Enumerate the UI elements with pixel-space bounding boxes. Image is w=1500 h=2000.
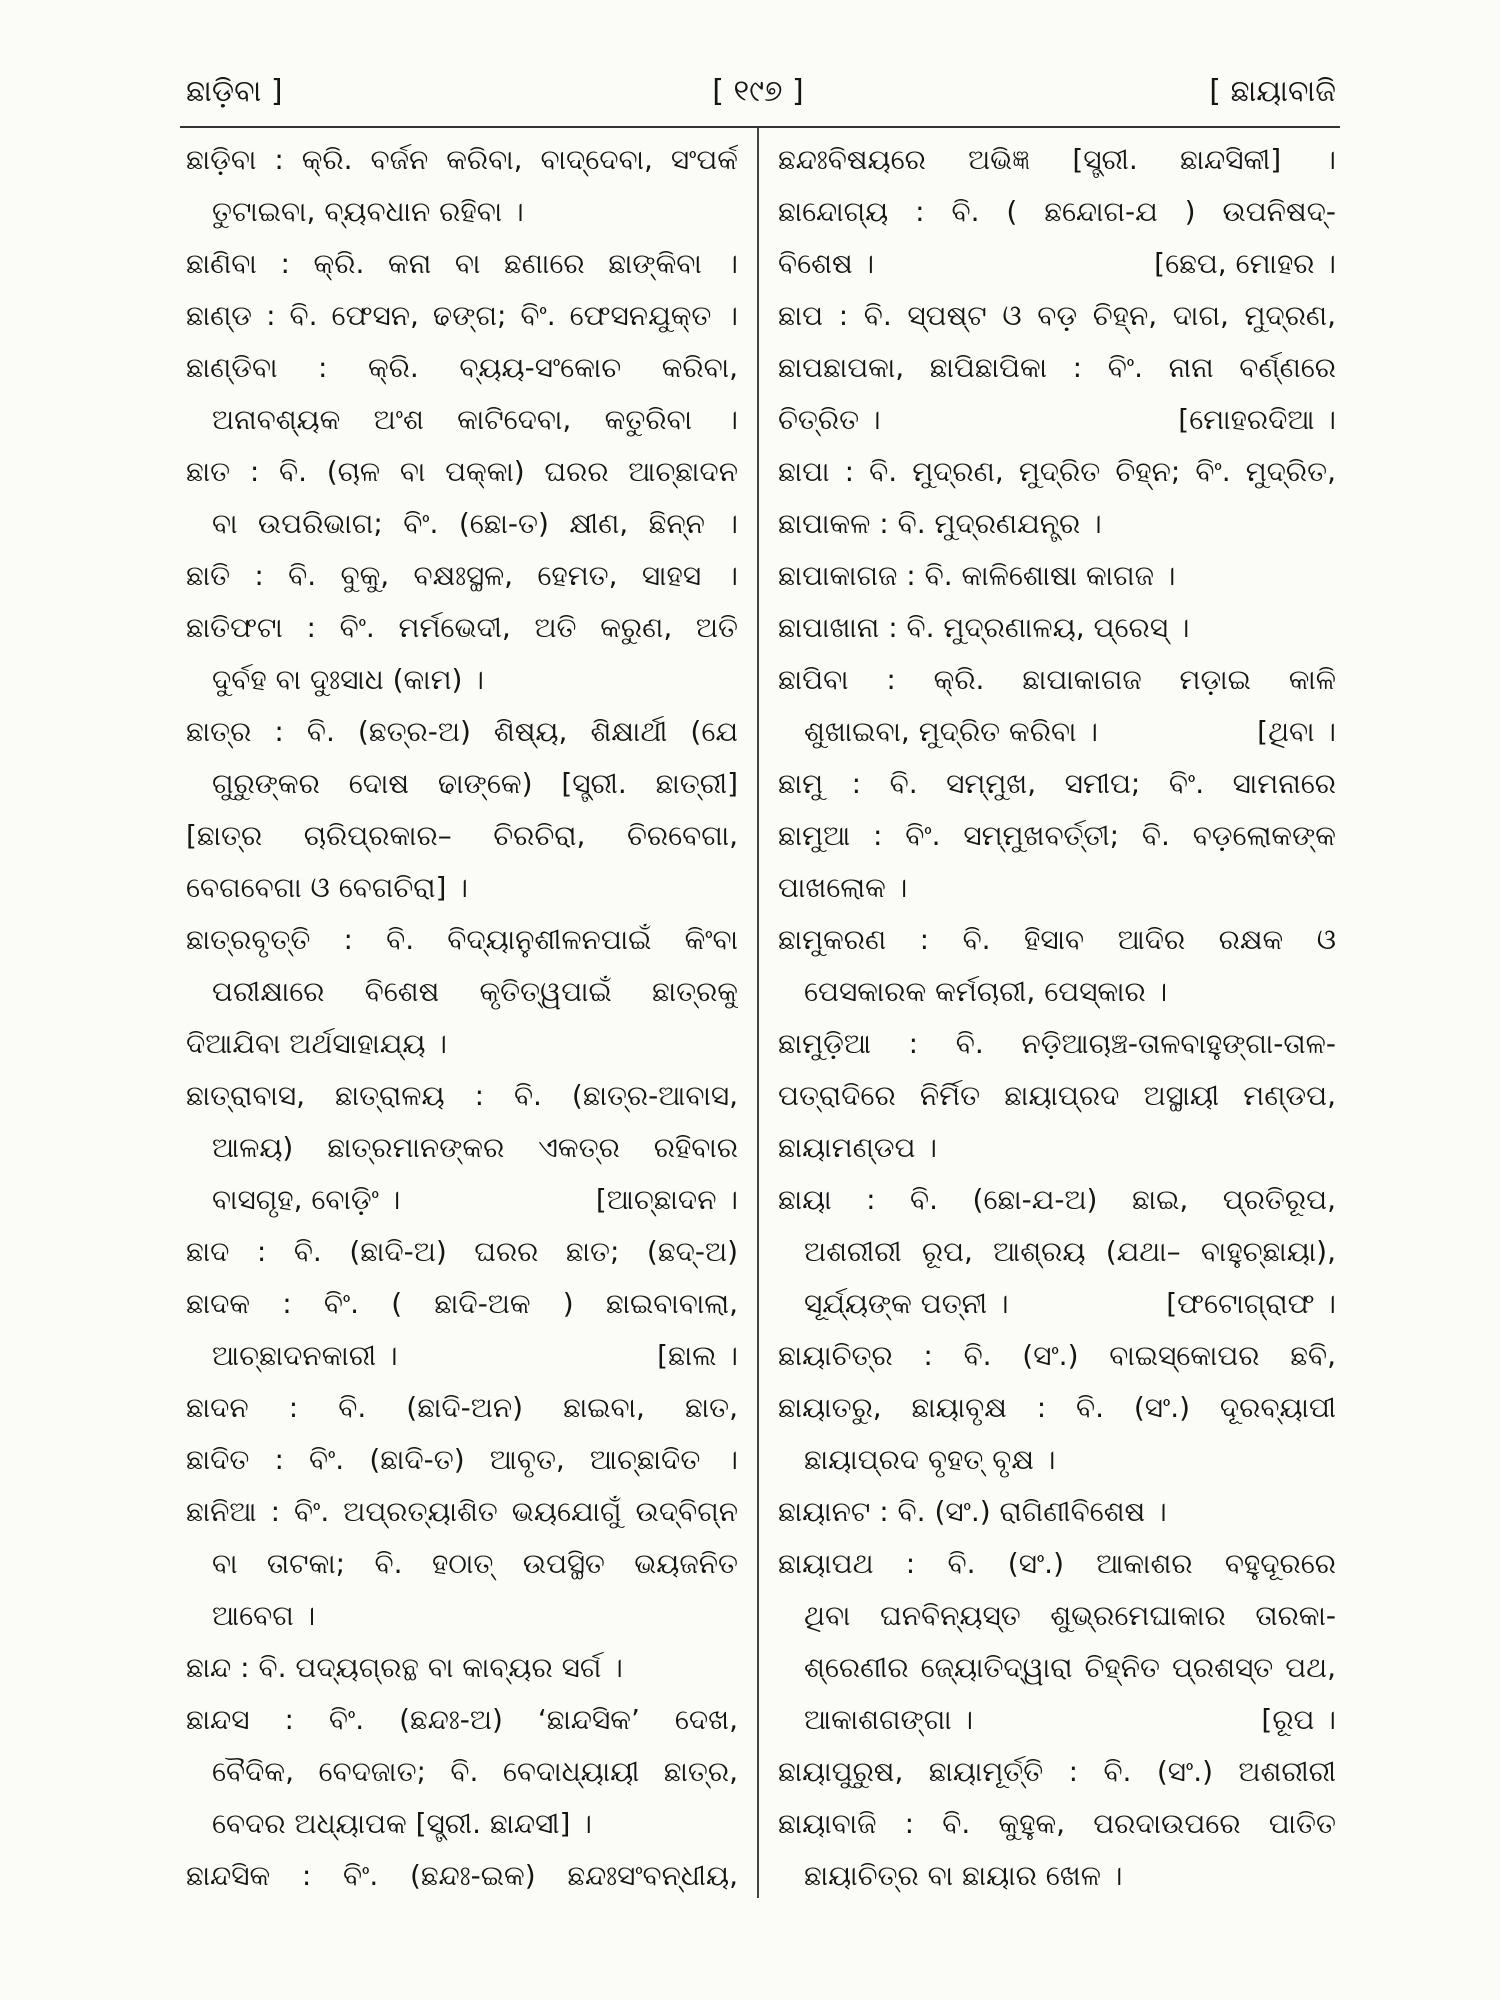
entry-text: ଚିତ୍ରିତ । [778, 403, 881, 436]
dictionary-line: ଛାନ୍ଦୋଗ୍ୟ : ବି. ( ଛନ୍ଦୋଗ-ଯ ) ଉପନିଷଦ୍- [778, 195, 1336, 228]
dictionary-line [778, 1694, 1336, 1746]
dictionary-line: ଛାଦନ : ବି. (ଛାଦି-ଅନ) ଛାଇବା, ଛାତ, [186, 1391, 738, 1424]
dictionary-line: ଶ୍ରେଣୀର ଜ୍ୟୋତିଦ୍ୱାରା ଚିହ୍ନିତ ପ୍ରଶସ୍ତ ପଥ, [804, 1651, 1336, 1684]
cross-reference: [ଥିବା । [1257, 715, 1336, 748]
dictionary-line: ବା ତାଟକା; ବି. ହଠାତ୍ ଉପସ୍ଥିତ ଭୟଜନିତ [212, 1547, 738, 1580]
dictionary-line: ଛାତ୍ରାବାସ, ଛାତ୍ରାଳୟ : ବି. (ଛାତ୍ର-ଆବାସ, [186, 1079, 738, 1112]
dictionary-line: ଛାଦକ : ବିଂ. ( ଛାଦି-ଅକ ) ଛାଇବାବାଲା, [186, 1287, 738, 1320]
cross-reference: [ମୋହରଦିଆ । [1178, 403, 1336, 436]
dictionary-line [778, 1278, 1336, 1330]
dictionary-line: ଛାମୁଡ଼ିଆ : ବି. ନଡ଼ିଆଚାଞ୍ଚ-ତାଳବାହୁଙ୍ଗା-ତାଳ- [778, 1027, 1336, 1060]
dictionary-line: [ଛାତ୍ର ଚାରିପ୍ରକାର– ଚିରଚିରା, ଚିରବେଗା, [186, 819, 738, 852]
dictionary-line: ଥିବା ଘନବିନ୍ୟସ୍ତ ଶୁଭ୍ରମେଘାକାର ତାରକା- [804, 1599, 1336, 1632]
dictionary-line: ଛାୟାଚିତ୍ର : ବି. (ସଂ.) ବାଇସ୍କୋପର ଛବି, [778, 1339, 1336, 1372]
running-head-right: [ ଛାୟାବାଜି [1209, 74, 1336, 109]
dictionary-line: ପେସକାରକ କର୍ମଚାରୀ, ପେସ୍କାର । [804, 975, 1168, 1008]
dictionary-line: ଅଶରୀରୀ ରୂପ, ଆଶ୍ରୟ (ଯଥା– ବାହୁଚ୍ଛାୟା), [804, 1235, 1336, 1268]
dictionary-line: ଛାପଛାପକା, ଛାପିଛାପିକା : ବିଂ. ନାନା ବର୍ଣ୍ଣରେ [778, 351, 1336, 384]
cross-reference: [ଛେପ, ମୋହର । [1154, 247, 1336, 280]
dictionary-line: ଗୁରୁଙ୍କର ଦୋଷ ଢାଙ୍କେ) [ସ୍ତ୍ରୀ. ଛାତ୍ରୀ] [212, 767, 738, 800]
cross-reference: [ଆଚ୍ଛାଦନ । [595, 1183, 738, 1216]
dictionary-line: ଛାନ୍ଦସିକ : ବିଂ. (ଛନ୍ଦଃ-ଇକ) ଛନ୍ଦଃସଂବନ୍ଧୀୟ, [186, 1859, 738, 1892]
cross-reference: [ରୂପ । [1261, 1703, 1336, 1736]
entry-text: ସୂର୍ଯ୍ୟଙ୍କ ପତ୍ନୀ । [804, 1287, 1009, 1320]
entry-text: ବାସଗୃହ, ବୋଡ଼ିଂ । [212, 1183, 401, 1216]
dictionary-line: ଛାତି : ବି. ବୁକୁ, ବକ୍ଷଃସ୍ଥଳ, ହେମତ, ସାହସ । [186, 559, 738, 592]
dictionary-line: ଛାମୁଆ : ବିଂ. ସମ୍ମୁଖବର୍ତ୍ତୀ; ବି. ବଡ଼ଲୋକଙ୍କ [778, 819, 1336, 852]
entry-text: ବିଶେଷ । [778, 247, 875, 280]
dictionary-line: ଛାଦ : ବି. (ଛାଦି-ଅ) ଘରର ଛାତ; (ଛଦ୍-ଅ) [186, 1235, 738, 1268]
dictionary-line: ଆଳୟ) ଛାତ୍ରମାନଙ୍କର ଏକତ୍ର ରହିବାର [212, 1131, 738, 1164]
dictionary-line: ଛାପାଖାନା : ବି. ମୁଦ୍ରଣାଳୟ, ପ୍ରେସ୍ । [778, 611, 1190, 644]
dictionary-line: ଛାନ୍ଦସ : ବିଂ. (ଛନ୍ଦଃ-ଅ) ‘ଛାନ୍ଦସିକ’ ଦେଖ, [186, 1703, 738, 1736]
dictionary-line: ଛନ୍ଦଃବିଷୟରେ ଅଭିଜ୍ଞ [ସ୍ତ୍ରୀ. ଛାନ୍ଦସିକୀ] । [778, 143, 1336, 176]
dictionary-line: ଛାପାକାଗଜ : ବି. କାଳିଶୋଷା କାଗଜ । [778, 559, 1176, 592]
right-column [778, 134, 1336, 1902]
dictionary-line: ଛାୟାମଣ୍ଡପ । [778, 1131, 937, 1164]
running-head-left: ଛାଡ଼ିବା ] [186, 74, 283, 109]
dictionary-line: ଛାନ୍ଦ : ବି. ପଦ୍ୟଗ୍ରନ୍ଥ ବା କାବ୍ୟର ସର୍ଗ । [186, 1651, 623, 1684]
cross-reference: [ଛାଲ । [657, 1339, 738, 1372]
dictionary-line: ଛାମୁକରଣ : ବି. ହିସାବ ଆଦିର ରକ୍ଷକ ଓ [778, 923, 1336, 956]
dictionary-line: ଛାପାକଳ : ବି. ମୁଦ୍ରଣଯନ୍ତ୍ର । [778, 507, 1102, 540]
dictionary-line: ଛାମୁ : ବି. ସମ୍ମୁଖ, ସମୀପ; ବିଂ. ସାମନାରେ [778, 767, 1336, 800]
dictionary-line: ଛାପା : ବି. ମୁଦ୍ରଣ, ମୁଦ୍ରିତ ଚିହ୍ନ; ବିଂ. ମୁଦ୍ରିତ, [778, 455, 1336, 488]
dictionary-line: ପାଖଲୋକ । [778, 871, 908, 904]
dictionary-line: ଛାପ : ବି. ସ୍ପଷ୍ଟ ଓ ବଡ଼ ଚିହ୍ନ, ଦାଗ, ମୁଦ୍ରଣ, [778, 299, 1336, 332]
column-divider [757, 128, 759, 1898]
dictionary-line: ଛାତ୍ର : ବି. (ଛତ୍ର-ଅ) ଶିଷ୍ୟ, ଶିକ୍ଷାର୍ଥୀ (ଯେ [186, 715, 738, 748]
cross-reference: [ଫଟୋଗ୍ରାଫ । [1166, 1287, 1336, 1320]
dictionary-line: ଛାଡ଼ିବା : କ୍ରି. ବର୍ଜନ କରିବା, ବାଦ୍‌ଦେବା, ସଂପର୍କ [186, 143, 738, 176]
dictionary-line: ଛାୟା : ବି. (ଛୋ-ଯ-ଅ) ଛାଇ, ପ୍ରତିରୂପ, [778, 1183, 1336, 1216]
dictionary-line: ଦୁର୍ବହ ବା ଦୁଃସାଧ (କାମ) । [212, 663, 484, 696]
dictionary-line: ଛାନିଆ : ବିଂ. ଅପ୍ରତ୍ୟାଶିତ ଭୟଯୋଗୁଁ ଉଦ୍‌ବିଗ୍ନ [186, 1495, 738, 1528]
dictionary-line: ଛାୟାବାଜି : ବି. କୁହୁକ, ପରଦାଉପରେ ପାତିତ [778, 1807, 1336, 1840]
dictionary-line: ଅନାବଶ୍ୟକ ଅଂଶ କାଟିଦେବା, କତୁରିବା । [212, 403, 738, 436]
header-rule [180, 126, 1340, 128]
dictionary-line: ଛାଣିବା : କ୍ରି. କନା ବା ଛଣାରେ ଛାଙ୍କିବା । [186, 247, 738, 280]
dictionary-line: ପତ୍ରାଦିରେ ନିର୍ମିତ ଛାୟାପ୍ରଦ ଅସ୍ଥାୟୀ ମଣ୍ଡପ, [778, 1079, 1336, 1112]
dictionary-line: ଛାୟାପୁରୁଷ, ଛାୟାମୂର୍ତ୍ତି : ବି. (ସଂ.) ଅଶରୀରୀ [778, 1755, 1336, 1788]
dictionary-line: ବୈଦିକ, ବେଦଜାତ; ବି. ବେଦାଧ୍ୟାୟୀ ଛାତ୍ର, [212, 1755, 738, 1788]
dictionary-line [778, 238, 1336, 290]
dictionary-line: ଛାଣ୍ଡିବା : କ୍ରି. ବ୍ୟୟ-ସଂକୋଚ କରିବା, [186, 351, 738, 384]
dictionary-line: ବେଦର ଅଧ୍ୟାପକ [ସ୍ତ୍ରୀ. ଛାନ୍ଦସୀ] । [212, 1807, 592, 1840]
dictionary-line [186, 1174, 738, 1226]
dictionary-line: ଛାତ : ବି. (ଚାଳ ବା ପକ୍କା) ଘରର ଆଚ୍ଛାଦନ [186, 455, 738, 488]
dictionary-line [778, 394, 1336, 446]
dictionary-line: ଛାୟାପ୍ରଦ ବୃହତ୍ ବୃକ୍ଷ । [804, 1443, 1056, 1476]
dictionary-line: ଛାୟାନଟ : ବି. (ସଂ.) ରାଗିଣୀବିଶେଷ । [778, 1495, 1167, 1528]
dictionary-line: ତୁଟାଇବା, ବ୍ୟବଧାନ ରହିବା । [212, 195, 524, 228]
dictionary-line: ଛାତ୍ରବୃତ୍ତି : ବି. ବିଦ୍ୟାନୁଶୀଳନପାଇଁ କିଂବା [186, 923, 738, 956]
entry-text: ଆକାଶଗଙ୍ଗା । [804, 1703, 974, 1736]
dictionary-line: ଛାୟାଚିତ୍ର ବା ଛାୟାର ଖେଳ । [804, 1859, 1123, 1892]
dictionary-line: ଛାୟାପଥ : ବି. (ସଂ.) ଆକାଶର ବହୁଦୂରରେ [778, 1547, 1336, 1580]
dictionary-line: ପରୀକ୍ଷାରେ ବିଶେଷ କୃତିତ୍ୱପାଇଁ ଛାତ୍ରକୁ [212, 975, 738, 1008]
left-column [186, 134, 738, 1902]
dictionary-line: ଛାପିବା : କ୍ରି. ଛାପାକାଗଜ ମଡ଼ାଇ କାଳି [778, 663, 1336, 696]
dictionary-line: ଛାତିଫଟା : ବିଂ. ମର୍ମଭେଦୀ, ଅତି କରୁଣ, ଅତି [186, 611, 738, 644]
dictionary-line: ବା ଉପରିଭାଗ; ବିଂ. (ଛୋ-ତ) କ୍ଷୀଣ, ଛିନ୍ନ । [212, 507, 738, 540]
dictionary-line [186, 1330, 738, 1382]
entry-text: ଆଚ୍ଛାଦନକାରୀ । [212, 1339, 398, 1372]
entry-text: ଶୁଖାଇବା, ମୁଦ୍ରିତ କରିବା । [804, 715, 1098, 748]
dictionary-line: ଛାଣ୍ଡ : ବି. ଫେସନ, ଢଙ୍ଗ; ବିଂ. ଫେସନଯୁକ୍ତ । [186, 299, 738, 332]
dictionary-line: ଦିଆଯିବା ଅର୍ଥସାହାଯ୍ୟ । [186, 1027, 447, 1060]
dictionary-line: ଆବେଗ । [212, 1599, 316, 1632]
dictionary-line: ଛାୟାତରୁ, ଛାୟାବୃକ୍ଷ : ବି. (ସଂ.) ଦୂରବ୍ୟାପୀ [778, 1391, 1336, 1424]
dictionary-line: ବେଗବେଗା ଓ ବେଗଚିରା] । [186, 871, 468, 904]
dictionary-line: ଛାଦିତ : ବିଂ. (ଛାଦି-ତ) ଆବୃତ, ଆଚ୍ଛାଦିତ । [186, 1443, 738, 1476]
dictionary-line [778, 706, 1336, 758]
page-number: [ ୧୯୭ ] [712, 74, 804, 109]
